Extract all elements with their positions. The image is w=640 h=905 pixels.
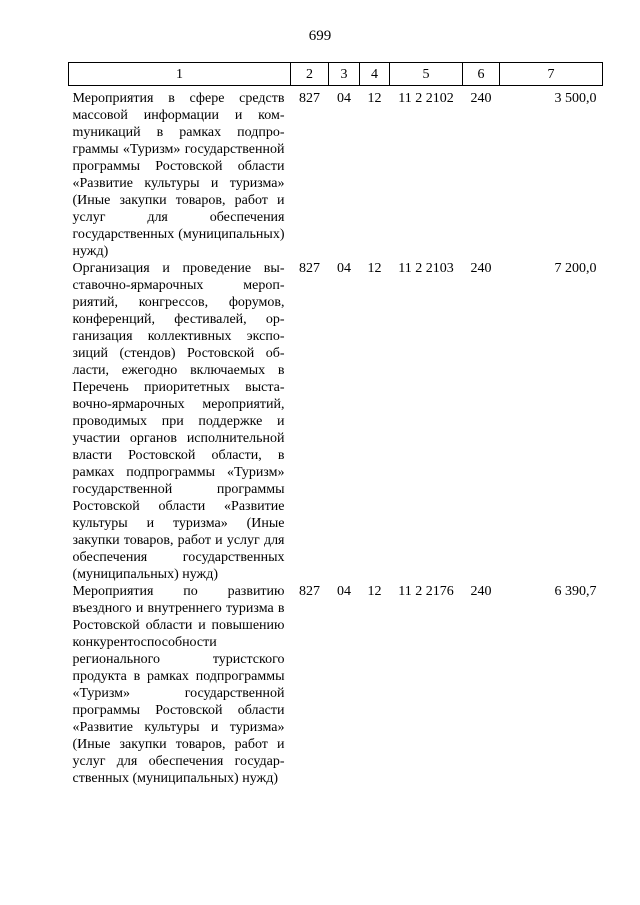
row-pr: 12 [367, 91, 382, 106]
row-amount: 7 200,0 [554, 261, 597, 276]
row-vr: 240 [470, 584, 492, 599]
header-col-6: 6 [463, 63, 500, 86]
header-col-7: 7 [500, 63, 603, 86]
header-col-5: 5 [390, 63, 463, 86]
row-csr: 11 2 2102 [398, 91, 454, 106]
row-rz: 04 [337, 91, 351, 106]
row-ved: 827 [299, 584, 320, 599]
row-vr: 240 [470, 91, 492, 106]
row-csr: 11 2 2103 [398, 261, 454, 276]
table-row [69, 583, 603, 787]
page-number: 699 [308, 28, 332, 44]
row-rz: 04 [337, 261, 351, 276]
row-name: Мероприятия по развитию въездного и внутреннего туризма в Ростовской области и повышению конкурентоспособности регионального туристского продукта в рамках подпрограммы «Туризм» государственной программы Ростовской области «Развитие культуры и туризма» (Иные закупки товаров, работ и услуг для обеспечения государственных (муниципальных) нужд) [72, 584, 285, 786]
row-ved: 827 [299, 261, 320, 276]
row-amount: 6 390,7 [554, 584, 597, 599]
row-pr: 12 [367, 261, 382, 276]
table-row [69, 260, 603, 583]
row-csr: 11 2 2176 [398, 584, 454, 599]
row-pr: 12 [367, 584, 382, 599]
header-row [69, 63, 603, 86]
row-name: Организация и проведение выставочно-ярмарочных мероприятий, конгрессов, форумов, конференций, фестивалей, организация коллективных экспозиций (стендов) Ростовской области, ежегодно включаемых в Перечень приоритетных выставочно-ярмарочных мероприятий, проводимых при поддержке и участии органов исполнительной власти Ростовской области, в рамках подпрограммы «Туризм» государственной программы Ростовской области «Развитие культуры и туризма» (Иные закупки товаров, работ и услуг для обеспечения государственных (муниципальных) нужд) [72, 261, 285, 582]
table-row [69, 86, 603, 261]
header-col-4: 4 [360, 63, 390, 86]
table-body [69, 86, 603, 788]
header-col-3: 3 [329, 63, 360, 86]
row-name: Мероприятия в сфере средств массовой информации и комmуникаций в рамках подпрограммы «Туризм» государственной программы Ростовской области «Развитие культуры и туризма» (Иные закупки товаров, работ и услуг для обеспечения государственных (муниципальных) нужд) [72, 91, 285, 259]
budget-table [68, 62, 603, 787]
header-col-2: 2 [291, 63, 329, 86]
row-vr: 240 [470, 261, 492, 276]
header-col-1: 1 [69, 63, 291, 86]
table-header [69, 63, 603, 86]
row-ved: 827 [299, 91, 320, 106]
row-rz: 04 [337, 584, 351, 599]
row-amount: 3 500,0 [554, 91, 597, 106]
